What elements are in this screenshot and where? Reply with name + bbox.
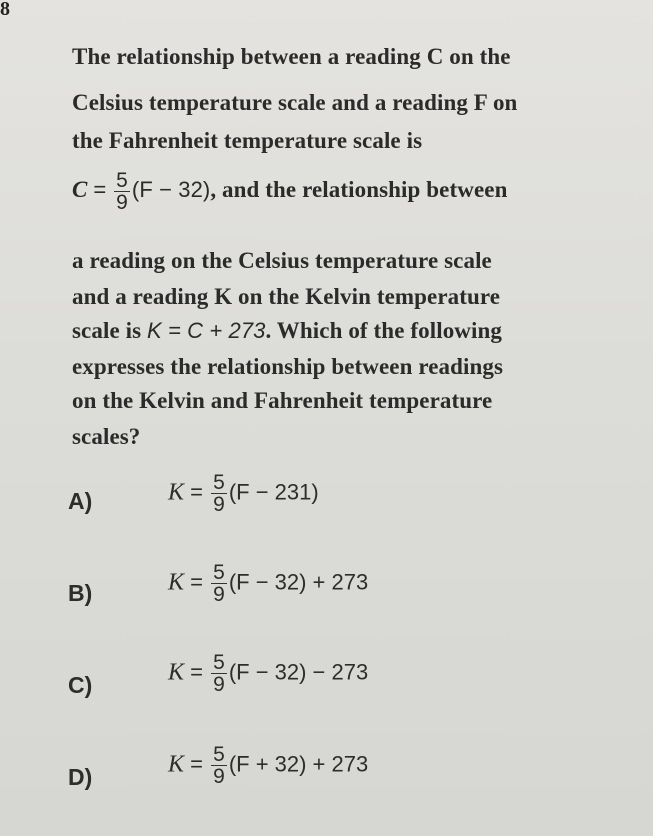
line7-pre: scale is xyxy=(72,318,147,343)
formula-c-lhs: C xyxy=(72,176,88,202)
question-line-6: and a reading K on the Kelvin temperature xyxy=(72,284,501,309)
option-d-letter[interactable]: D) xyxy=(68,764,93,790)
question-line-5: a reading on the Celsius temperature scale xyxy=(72,248,492,273)
option-b-numerator: 5 xyxy=(213,561,225,584)
option-a-numerator: 5 xyxy=(213,471,225,494)
option-c-letter[interactable]: C) xyxy=(68,672,93,698)
option-b-denominator: 9 xyxy=(213,583,225,606)
formula-kelvin: K = C + 273 xyxy=(147,318,266,343)
option-a-expression[interactable] xyxy=(168,472,319,515)
option-a-fraction xyxy=(211,472,227,515)
option-c-fraction xyxy=(211,652,227,695)
formula-c-denominator: 9 xyxy=(116,191,128,214)
question-line-8: expresses the relationship between readings xyxy=(72,354,504,379)
option-d-denominator: 9 xyxy=(213,765,225,788)
option-d-lhs: K xyxy=(168,751,185,778)
formula-c-eq: = xyxy=(93,176,107,202)
option-a-letter[interactable]: A) xyxy=(68,488,93,514)
option-c-lhs: K xyxy=(168,659,185,686)
option-b-lhs: K xyxy=(168,569,185,596)
question-line-10: scales? xyxy=(72,424,141,449)
option-a-eq: = xyxy=(190,479,203,505)
formula-c-tail: , and the relationship between xyxy=(210,176,508,202)
option-c-numerator: 5 xyxy=(213,651,225,674)
option-b-expression[interactable] xyxy=(168,562,368,605)
formula-c-numerator: 5 xyxy=(116,169,128,192)
question-line-3: the Fahrenheit temperature scale is xyxy=(72,128,423,153)
option-b-letter[interactable]: B) xyxy=(68,580,93,606)
option-c-expression[interactable] xyxy=(168,652,368,695)
option-d-fraction xyxy=(211,744,227,787)
formula-c-fraction xyxy=(114,170,130,213)
option-b-fraction xyxy=(211,562,227,605)
question-line-9: on the Kelvin and Fahrenheit temperature xyxy=(72,388,493,413)
option-a-rest: (F − 231) xyxy=(228,479,319,505)
option-d-eq: = xyxy=(190,751,203,777)
option-d-expression[interactable] xyxy=(168,744,368,787)
option-c-denominator: 9 xyxy=(213,673,225,696)
option-d-rest: (F + 32) + 273 xyxy=(228,751,369,777)
formula-c-rest: (F − 32) xyxy=(131,176,211,202)
option-a-lhs: K xyxy=(168,479,185,506)
celsius-formula-line xyxy=(72,170,507,213)
option-c-eq: = xyxy=(190,659,203,685)
line7-post: . Which of the following xyxy=(265,318,502,343)
option-c-rest: (F − 32) − 273 xyxy=(228,659,369,685)
option-b-rest: (F − 32) + 273 xyxy=(228,569,369,595)
option-d-numerator: 5 xyxy=(213,743,225,766)
question-line-2: Celsius temperature scale and a reading F on xyxy=(72,90,518,115)
option-b-eq: = xyxy=(190,569,203,595)
question-number: 8 xyxy=(0,0,10,20)
option-a-denominator: 9 xyxy=(213,493,225,516)
question-line-1: The relationship between a reading C on the xyxy=(72,44,511,69)
question-line-7 xyxy=(72,318,502,344)
